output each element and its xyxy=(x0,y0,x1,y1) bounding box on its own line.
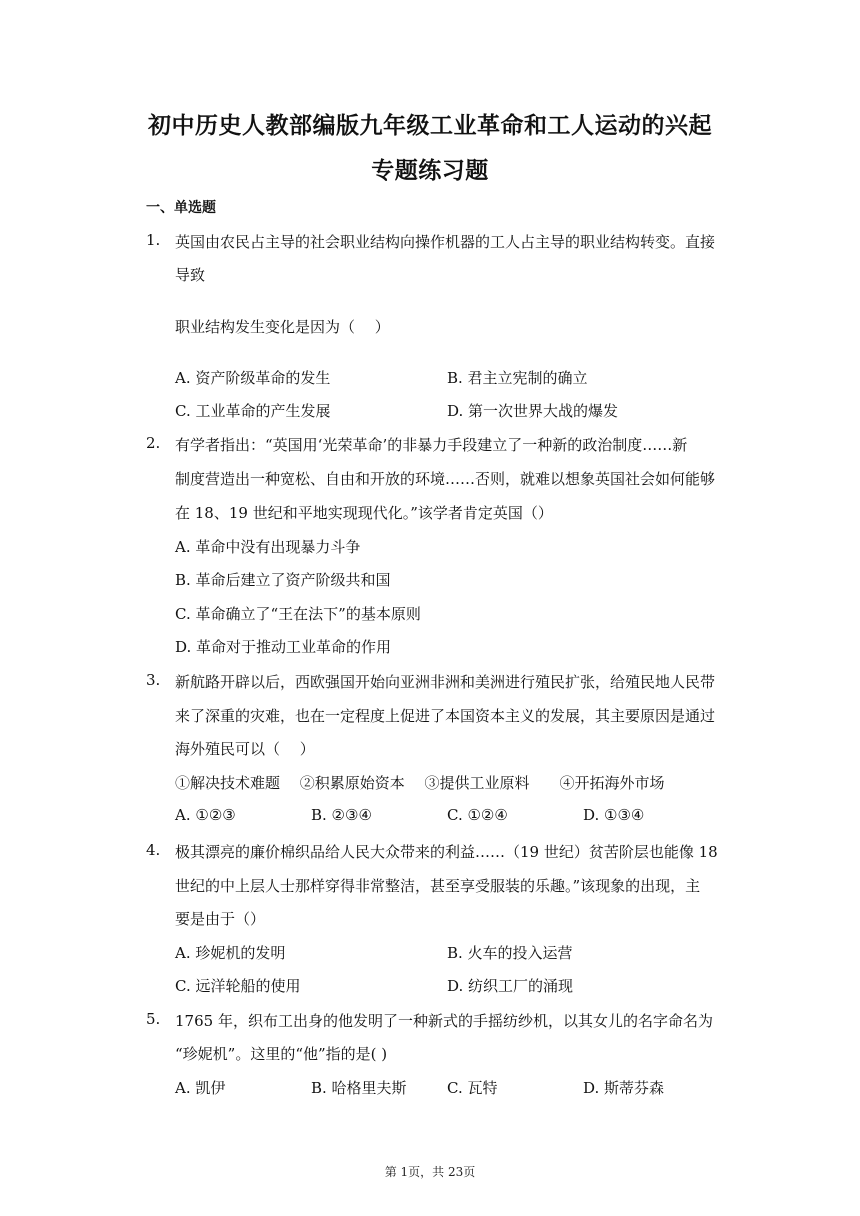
question-text: 要是由于（） xyxy=(175,910,266,928)
question-text: 来了深重的灾难，也在一定程度上促进了本国资本主义的发展，其主要原因是通过 xyxy=(175,707,716,725)
question-text: “珍妮机”。这里的“他”指的是( ) xyxy=(175,1045,388,1063)
option-d: D. 纺织工厂的涌现 xyxy=(447,977,574,995)
question-text: 世纪的中上层人士那样穿得非常整洁，甚至享受服装的乐趣。”该现象的出现，主 xyxy=(175,877,701,895)
question-text: 职业结构发生变化是因为（ ） xyxy=(175,318,390,336)
option-d: D. ①③④ xyxy=(583,806,645,824)
option-b: B. 哈格里夫斯 xyxy=(311,1079,407,1097)
question-text: 极其漂亮的廉价棉织品给人民大众带来的利益……（19 世纪）贫苦阶层也能像 18 xyxy=(175,843,718,861)
page-footer: 第 1页，共 23页 xyxy=(384,1165,476,1179)
option-a: A. 资产阶级革命的发生 xyxy=(175,369,331,387)
option-a: A. 革命中没有出现暴力斗争 xyxy=(175,538,361,556)
question-text: 导致 xyxy=(175,266,206,284)
option-c: C. 工业革命的产生发展 xyxy=(175,402,331,420)
option-b: B. 火车的投入运营 xyxy=(447,944,573,962)
question-text: 在 18、19 世纪和平地实现现代化。”该学者肯定英国（） xyxy=(175,504,553,522)
question-text: 海外殖民可以（ ） xyxy=(175,740,315,758)
document-title-line2: 专题练习题 xyxy=(371,158,489,184)
option-a: A. 珍妮机的发明 xyxy=(175,944,286,962)
question-text: 1765 年，织布工出身的他发明了一种新式的手摇纺纱机，以其女儿的名字命名为 xyxy=(175,1012,713,1030)
option-c: C. 远洋轮船的使用 xyxy=(175,977,301,995)
option-c: C. 革命确立了“王在法下”的基本原则 xyxy=(175,605,421,623)
option-d: D. 第一次世界大战的爆发 xyxy=(447,402,619,420)
question-number: 5. xyxy=(146,1010,161,1028)
option-b: B. 革命后建立了资产阶级共和国 xyxy=(175,571,391,589)
option-a: A. 凯伊 xyxy=(175,1079,226,1097)
question-number: 4. xyxy=(146,841,161,859)
question-text: 有学者指出：“英国用‘光荣革命’的非暴力手段建立了一种新的政治制度……新 xyxy=(175,436,688,454)
question-choices-list: ①解决技术难题 ②积累原始资本 ③提供工业原料 ④开拓海外市场 xyxy=(175,774,665,792)
option-a: A. ①②③ xyxy=(175,806,236,824)
document-title-line1: 初中历史人教部编版九年级工业革命和工人运动的兴起 xyxy=(148,113,712,139)
option-d: D. 斯蒂芬森 xyxy=(583,1079,665,1097)
question-number: 3. xyxy=(146,671,161,689)
option-b: B. ②③④ xyxy=(311,806,372,824)
option-c: C. ①②④ xyxy=(447,806,508,824)
option-b: B. 君主立宪制的确立 xyxy=(447,369,588,387)
question-text: 英国由农民占主导的社会职业结构向操作机器的工人占主导的职业结构转变。直接 xyxy=(175,233,716,251)
question-number: 1. xyxy=(146,231,161,249)
option-c: C. 瓦特 xyxy=(447,1079,498,1097)
option-d: D. 革命对于推动工业革命的作用 xyxy=(175,638,392,656)
question-text: 新航路开辟以后，西欧强国开始向亚洲非洲和美洲进行殖民扩张，给殖民地人民带 xyxy=(175,673,716,691)
section-heading: 一、单选题 xyxy=(146,200,216,216)
question-text: 制度营造出一种宽松、自由和开放的环境……否则，就难以想象英国社会如何能够 xyxy=(175,470,716,488)
question-number: 2. xyxy=(146,434,161,452)
